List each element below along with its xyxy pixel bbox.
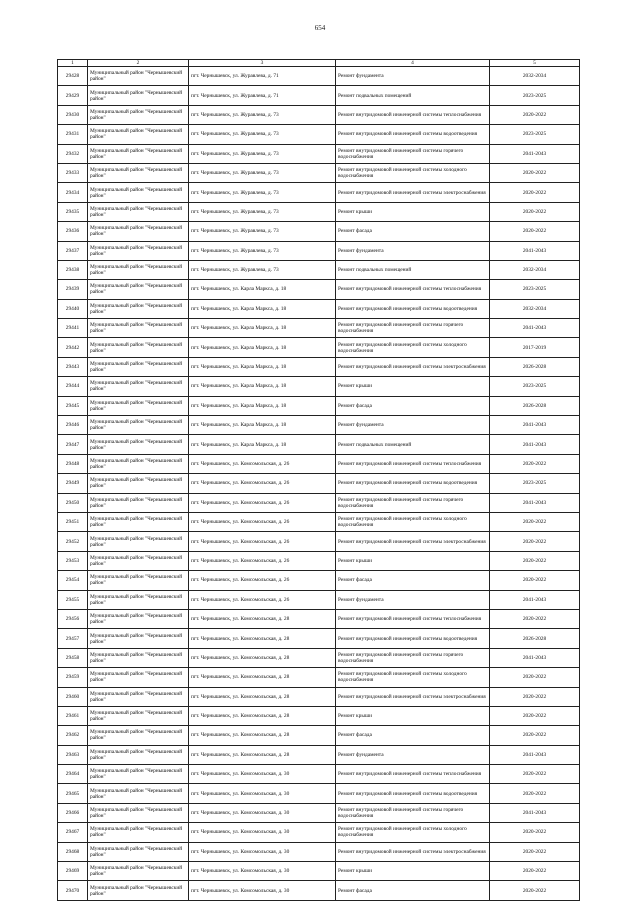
district-cell: Муниципальный район "Чернышевский район"	[88, 144, 189, 163]
address-cell: пгт. Чернышевск, ул. Комсомольская, д. 30	[189, 823, 336, 842]
header-col-3: 3	[189, 60, 336, 67]
work-type-cell: Ремонт внутридомовой инженерной системы электроснабжения	[336, 532, 490, 551]
table-row	[58, 86, 580, 105]
address-cell: пгт. Чернышевск, ул. Комсомольская, д. 26	[189, 532, 336, 551]
district-cell: Муниципальный район "Чернышевский район"	[88, 319, 189, 338]
period-cell: 2020-2022	[490, 726, 580, 745]
address-cell: пгт. Чернышевск, ул. Комсомольская, д. 26	[189, 590, 336, 609]
address-cell: пгт. Чернышевск, ул. Комсомольская, д. 28	[189, 609, 336, 628]
address-cell: пгт. Чернышевск, ул. Комсомольская, д. 26	[189, 551, 336, 570]
row-number-cell: 29433	[58, 163, 88, 182]
address-cell: пгт. Чернышевск, ул. Комсомольская, д. 28	[189, 726, 336, 745]
address-cell: пгт. Чернышевск, ул. Журавлева, д. 73	[189, 241, 336, 260]
row-number-cell: 29438	[58, 260, 88, 279]
period-cell: 2023-2025	[490, 377, 580, 396]
registry-table	[57, 59, 580, 901]
address-cell: пгт. Чернышевск, ул. Журавлева, д. 73	[189, 163, 336, 182]
row-number-cell: 29459	[58, 668, 88, 687]
period-cell: 2020-2022	[490, 765, 580, 784]
work-type-cell: Ремонт внутридомовой инженерной системы электроснабжения	[336, 842, 490, 861]
district-cell: Муниципальный район "Чернышевский район"	[88, 765, 189, 784]
row-number-cell: 29445	[58, 396, 88, 415]
row-number-cell: 29437	[58, 241, 88, 260]
table-row	[58, 765, 580, 784]
table-row	[58, 202, 580, 221]
district-cell: Муниципальный район "Чернышевский район"	[88, 532, 189, 551]
work-type-cell: Ремонт внутридомовой инженерной системы холодного водоснабжения	[336, 823, 490, 842]
period-cell: 2020-2022	[490, 862, 580, 881]
period-cell: 2020-2022	[490, 706, 580, 725]
table-row	[58, 590, 580, 609]
period-cell: 2020-2022	[490, 687, 580, 706]
work-type-cell: Ремонт внутридомовой инженерной системы холодного водоснабжения	[336, 338, 490, 357]
row-number-cell: 29434	[58, 183, 88, 202]
work-type-cell: Ремонт внутридомовой инженерной системы водоотведения	[336, 474, 490, 493]
period-cell: 2041-2043	[490, 590, 580, 609]
district-cell: Муниципальный район "Чернышевский район"	[88, 280, 189, 299]
row-number-cell: 29450	[58, 493, 88, 512]
row-number-cell: 29457	[58, 629, 88, 648]
row-number-cell: 29443	[58, 357, 88, 376]
period-cell: 2020-2022	[490, 163, 580, 182]
period-cell: 2020-2022	[490, 784, 580, 803]
period-cell: 2032-2034	[490, 299, 580, 318]
work-type-cell: Ремонт крыши	[336, 202, 490, 221]
row-number-cell: 29430	[58, 105, 88, 124]
address-cell: пгт. Чернышевск, ул. Карла Маркса, д. 18	[189, 319, 336, 338]
period-cell: 2020-2022	[490, 881, 580, 900]
district-cell: Муниципальный район "Чернышевский район"	[88, 726, 189, 745]
row-number-cell: 29462	[58, 726, 88, 745]
address-cell: пгт. Чернышевск, ул. Карла Маркса, д. 18	[189, 299, 336, 318]
row-number-cell: 29467	[58, 823, 88, 842]
address-cell: пгт. Чернышевск, ул. Журавлева, д. 73	[189, 125, 336, 144]
period-cell: 2020-2022	[490, 183, 580, 202]
address-cell: пгт. Чернышевск, ул. Комсомольская, д. 30	[189, 842, 336, 861]
table-row	[58, 493, 580, 512]
district-cell: Муниципальный район "Чернышевский район"	[88, 784, 189, 803]
row-number-cell: 29428	[58, 67, 88, 86]
period-cell: 2023-2025	[490, 86, 580, 105]
table-row	[58, 125, 580, 144]
address-cell: пгт. Чернышевск, ул. Журавлева, д. 73	[189, 105, 336, 124]
table-row	[58, 163, 580, 182]
period-cell: 2026-2028	[490, 357, 580, 376]
work-type-cell: Ремонт подвальных помещений	[336, 86, 490, 105]
address-cell: пгт. Чернышевск, ул. Журавлева, д. 73	[189, 222, 336, 241]
district-cell: Муниципальный район "Чернышевский район"	[88, 668, 189, 687]
row-number-cell: 29460	[58, 687, 88, 706]
table-row	[58, 474, 580, 493]
address-cell: пгт. Чернышевск, ул. Комсомольская, д. 28	[189, 706, 336, 725]
address-cell: пгт. Чернышевск, ул. Комсомольская, д. 28	[189, 668, 336, 687]
period-cell: 2041-2043	[490, 493, 580, 512]
period-cell: 2026-2028	[490, 629, 580, 648]
table-row	[58, 241, 580, 260]
district-cell: Муниципальный район "Чернышевский район"	[88, 862, 189, 881]
table-row	[58, 648, 580, 667]
address-cell: пгт. Чернышевск, ул. Комсомольская, д. 28	[189, 648, 336, 667]
period-cell: 2032-2034	[490, 260, 580, 279]
row-number-cell: 29461	[58, 706, 88, 725]
address-cell: пгт. Чернышевск, ул. Комсомольская, д. 28	[189, 629, 336, 648]
work-type-cell: Ремонт фасада	[336, 726, 490, 745]
row-number-cell: 29452	[58, 532, 88, 551]
period-cell: 2020-2022	[490, 202, 580, 221]
row-number-cell: 29432	[58, 144, 88, 163]
table-row	[58, 842, 580, 861]
row-number-cell: 29455	[58, 590, 88, 609]
table-row	[58, 183, 580, 202]
address-cell: пгт. Чернышевск, ул. Карла Маркса, д. 18	[189, 357, 336, 376]
work-type-cell: Ремонт внутридомовой инженерной системы водоотведения	[336, 629, 490, 648]
address-cell: пгт. Чернышевск, ул. Комсомольская, д. 26	[189, 454, 336, 473]
table-row	[58, 105, 580, 124]
period-cell: 2020-2022	[490, 222, 580, 241]
address-cell: пгт. Чернышевск, ул. Комсомольская, д. 26	[189, 512, 336, 531]
table-row	[58, 609, 580, 628]
district-cell: Муниципальный район "Чернышевский район"	[88, 687, 189, 706]
district-cell: Муниципальный район "Чернышевский район"	[88, 222, 189, 241]
work-type-cell: Ремонт фундамента	[336, 416, 490, 435]
district-cell: Муниципальный район "Чернышевский район"	[88, 745, 189, 764]
row-number-cell: 29451	[58, 512, 88, 531]
period-cell: 2041-2043	[490, 319, 580, 338]
header-col-2: 2	[88, 60, 189, 67]
work-type-cell: Ремонт внутридомовой инженерной системы водоотведения	[336, 125, 490, 144]
work-type-cell: Ремонт крыши	[336, 862, 490, 881]
table-row	[58, 745, 580, 764]
table-row	[58, 67, 580, 86]
row-number-cell: 29453	[58, 551, 88, 570]
work-type-cell: Ремонт внутридомовой инженерной системы горячего водоснабжения	[336, 144, 490, 163]
table-row	[58, 260, 580, 279]
row-number-cell: 29463	[58, 745, 88, 764]
address-cell: пгт. Чернышевск, ул. Журавлева, д. 71	[189, 86, 336, 105]
table-row	[58, 784, 580, 803]
work-type-cell: Ремонт фасада	[336, 571, 490, 590]
work-type-cell: Ремонт внутридомовой инженерной системы теплоснабжения	[336, 609, 490, 628]
table-row	[58, 144, 580, 163]
address-cell: пгт. Чернышевск, ул. Комсомольская, д. 26	[189, 493, 336, 512]
district-cell: Муниципальный район "Чернышевский район"	[88, 474, 189, 493]
work-type-cell: Ремонт внутридомовой инженерной системы холодного водоснабжения	[336, 668, 490, 687]
work-type-cell: Ремонт внутридомовой инженерной системы горячего водоснабжения	[336, 493, 490, 512]
address-cell: пгт. Чернышевск, ул. Комсомольская, д. 28	[189, 687, 336, 706]
address-cell: пгт. Чернышевск, ул. Комсомольская, д. 28	[189, 745, 336, 764]
row-number-cell: 29466	[58, 803, 88, 822]
work-type-cell: Ремонт крыши	[336, 706, 490, 725]
work-type-cell: Ремонт внутридомовой инженерной системы холодного водоснабжения	[336, 163, 490, 182]
row-number-cell: 29429	[58, 86, 88, 105]
district-cell: Муниципальный район "Чернышевский район"	[88, 241, 189, 260]
address-cell: пгт. Чернышевск, ул. Комсомольская, д. 26	[189, 571, 336, 590]
district-cell: Муниципальный район "Чернышевский район"	[88, 125, 189, 144]
district-cell: Муниципальный район "Чернышевский район"	[88, 338, 189, 357]
table-row	[58, 396, 580, 415]
work-type-cell: Ремонт внутридомовой инженерной системы водоотведения	[336, 784, 490, 803]
address-cell: пгт. Чернышевск, ул. Журавлева, д. 71	[189, 67, 336, 86]
address-cell: пгт. Чернышевск, ул. Журавлева, д. 73	[189, 183, 336, 202]
header-col-5: 5	[490, 60, 580, 67]
district-cell: Муниципальный район "Чернышевский район"	[88, 396, 189, 415]
row-number-cell: 29441	[58, 319, 88, 338]
district-cell: Муниципальный район "Чернышевский район"	[88, 571, 189, 590]
table-row	[58, 357, 580, 376]
period-cell: 2020-2022	[490, 842, 580, 861]
table-row	[58, 454, 580, 473]
table-header	[58, 60, 580, 67]
address-cell: пгт. Чернышевск, ул. Карла Маркса, д. 18	[189, 396, 336, 415]
row-number-cell: 29448	[58, 454, 88, 473]
work-type-cell: Ремонт фасада	[336, 396, 490, 415]
period-cell: 2020-2022	[490, 668, 580, 687]
table-row	[58, 862, 580, 881]
work-type-cell: Ремонт фундамента	[336, 590, 490, 609]
table-row	[58, 803, 580, 822]
table-row	[58, 668, 580, 687]
period-cell: 2041-2043	[490, 144, 580, 163]
district-cell: Муниципальный район "Чернышевский район"	[88, 803, 189, 822]
work-type-cell: Ремонт внутридомовой инженерной системы горячего водоснабжения	[336, 648, 490, 667]
district-cell: Муниципальный район "Чернышевский район"	[88, 202, 189, 221]
address-cell: пгт. Чернышевск, ул. Карла Маркса, д. 18	[189, 377, 336, 396]
address-cell: пгт. Чернышевск, ул. Комсомольская, д. 30	[189, 765, 336, 784]
table-row	[58, 881, 580, 900]
row-number-cell: 29464	[58, 765, 88, 784]
period-cell: 2041-2043	[490, 648, 580, 667]
address-cell: пгт. Чернышевск, ул. Карла Маркса, д. 18	[189, 280, 336, 299]
district-cell: Муниципальный район "Чернышевский район"	[88, 648, 189, 667]
period-cell: 2041-2043	[490, 241, 580, 260]
district-cell: Муниципальный район "Чернышевский район"	[88, 260, 189, 279]
row-number-cell: 29431	[58, 125, 88, 144]
row-number-cell: 29447	[58, 435, 88, 454]
district-cell: Муниципальный район "Чернышевский район"	[88, 86, 189, 105]
address-cell: пгт. Чернышевск, ул. Карла Маркса, д. 18	[189, 435, 336, 454]
table-row	[58, 823, 580, 842]
period-cell: 2017-2019	[490, 338, 580, 357]
period-cell: 2032-2034	[490, 67, 580, 86]
address-cell: пгт. Чернышевск, ул. Журавлева, д. 73	[189, 144, 336, 163]
address-cell: пгт. Чернышевск, ул. Комсомольская, д. 30	[189, 862, 336, 881]
period-cell: 2023-2025	[490, 280, 580, 299]
row-number-cell: 29465	[58, 784, 88, 803]
district-cell: Муниципальный район "Чернышевский район"	[88, 493, 189, 512]
table-row	[58, 416, 580, 435]
address-cell: пгт. Чернышевск, ул. Комсомольская, д. 30	[189, 803, 336, 822]
period-cell: 2020-2022	[490, 609, 580, 628]
district-cell: Муниципальный район "Чернышевский район"	[88, 842, 189, 861]
row-number-cell: 29468	[58, 842, 88, 861]
period-cell: 2020-2022	[490, 532, 580, 551]
address-cell: пгт. Чернышевск, ул. Комсомольская, д. 30	[189, 881, 336, 900]
work-type-cell: Ремонт фундамента	[336, 745, 490, 764]
district-cell: Муниципальный район "Чернышевский район"	[88, 183, 189, 202]
row-number-cell: 29456	[58, 609, 88, 628]
work-type-cell: Ремонт фасада	[336, 881, 490, 900]
district-cell: Муниципальный район "Чернышевский район"	[88, 377, 189, 396]
period-cell: 2041-2043	[490, 745, 580, 764]
work-type-cell: Ремонт фундамента	[336, 241, 490, 260]
district-cell: Муниципальный район "Чернышевский район"	[88, 435, 189, 454]
address-cell: пгт. Чернышевск, ул. Комсомольская, д. 26	[189, 474, 336, 493]
work-type-cell: Ремонт внутридомовой инженерной системы теплоснабжения	[336, 454, 490, 473]
work-type-cell: Ремонт крыши	[336, 377, 490, 396]
work-type-cell: Ремонт внутридомовой инженерной системы теплоснабжения	[336, 280, 490, 299]
district-cell: Муниципальный район "Чернышевский район"	[88, 416, 189, 435]
work-type-cell: Ремонт внутридомовой инженерной системы электроснабжения	[336, 183, 490, 202]
row-number-cell: 29439	[58, 280, 88, 299]
address-cell: пгт. Чернышевск, ул. Журавлева, д. 73	[189, 202, 336, 221]
header-col-1: 1	[58, 60, 88, 67]
work-type-cell: Ремонт внутридомовой инженерной системы теплоснабжения	[336, 105, 490, 124]
header-col-4: 4	[336, 60, 490, 67]
table-row	[58, 629, 580, 648]
district-cell: Муниципальный район "Чернышевский район"	[88, 67, 189, 86]
period-cell: 2020-2022	[490, 823, 580, 842]
row-number-cell: 29444	[58, 377, 88, 396]
district-cell: Муниципальный район "Чернышевский район"	[88, 357, 189, 376]
row-number-cell: 29442	[58, 338, 88, 357]
period-cell: 2041-2043	[490, 435, 580, 454]
district-cell: Муниципальный район "Чернышевский район"	[88, 881, 189, 900]
table-row	[58, 377, 580, 396]
row-number-cell: 29470	[58, 881, 88, 900]
page-number: 654	[314, 24, 326, 32]
row-number-cell: 29440	[58, 299, 88, 318]
district-cell: Муниципальный район "Чернышевский район"	[88, 706, 189, 725]
period-cell: 2020-2022	[490, 571, 580, 590]
row-number-cell: 29449	[58, 474, 88, 493]
table-row	[58, 512, 580, 531]
table-row	[58, 222, 580, 241]
district-cell: Муниципальный район "Чернышевский район"	[88, 105, 189, 124]
address-cell: пгт. Чернышевск, ул. Журавлева, д. 73	[189, 260, 336, 279]
table-row	[58, 706, 580, 725]
district-cell: Муниципальный район "Чернышевский район"	[88, 609, 189, 628]
district-cell: Муниципальный район "Чернышевский район"	[88, 629, 189, 648]
row-number-cell: 29436	[58, 222, 88, 241]
work-type-cell: Ремонт внутридомовой инженерной системы холодного водоснабжения	[336, 512, 490, 531]
period-cell: 2041-2043	[490, 416, 580, 435]
district-cell: Муниципальный район "Чернышевский район"	[88, 163, 189, 182]
table-row	[58, 532, 580, 551]
work-type-cell: Ремонт внутридомовой инженерной системы теплоснабжения	[336, 765, 490, 784]
row-number-cell: 29446	[58, 416, 88, 435]
period-cell: 2020-2022	[490, 105, 580, 124]
work-type-cell: Ремонт внутридомовой инженерной системы электроснабжения	[336, 357, 490, 376]
table-row	[58, 319, 580, 338]
period-cell: 2023-2025	[490, 125, 580, 144]
work-type-cell: Ремонт подвальных помещений	[336, 260, 490, 279]
district-cell: Муниципальный район "Чернышевский район"	[88, 512, 189, 531]
table-row	[58, 299, 580, 318]
work-type-cell: Ремонт внутридомовой инженерной системы горячего водоснабжения	[336, 319, 490, 338]
table-row	[58, 726, 580, 745]
row-number-cell: 29469	[58, 862, 88, 881]
header-row	[58, 60, 580, 67]
table-row	[58, 551, 580, 570]
work-type-cell: Ремонт фундамента	[336, 67, 490, 86]
table-body	[58, 67, 580, 901]
table-row	[58, 338, 580, 357]
district-cell: Муниципальный район "Чернышевский район"	[88, 454, 189, 473]
period-cell: 2023-2025	[490, 474, 580, 493]
district-cell: Муниципальный район "Чернышевский район"	[88, 551, 189, 570]
row-number-cell: 29435	[58, 202, 88, 221]
district-cell: Муниципальный район "Чернышевский район"	[88, 299, 189, 318]
work-type-cell: Ремонт внутридомовой инженерной системы электроснабжения	[336, 687, 490, 706]
work-type-cell: Ремонт фасада	[336, 222, 490, 241]
row-number-cell: 29458	[58, 648, 88, 667]
address-cell: пгт. Чернышевск, ул. Карла Маркса, д. 18	[189, 338, 336, 357]
period-cell: 2026-2028	[490, 396, 580, 415]
address-cell: пгт. Чернышевск, ул. Комсомольская, д. 30	[189, 784, 336, 803]
period-cell: 2020-2022	[490, 454, 580, 473]
work-type-cell: Ремонт внутридомовой инженерной системы водоотведения	[336, 299, 490, 318]
row-number-cell: 29454	[58, 571, 88, 590]
work-type-cell: Ремонт внутридомовой инженерной системы горячего водоснабжения	[336, 803, 490, 822]
period-cell: 2041-2043	[490, 803, 580, 822]
district-cell: Муниципальный район "Чернышевский район"	[88, 590, 189, 609]
work-type-cell: Ремонт крыши	[336, 551, 490, 570]
table-row	[58, 280, 580, 299]
period-cell: 2020-2022	[490, 551, 580, 570]
period-cell: 2020-2022	[490, 512, 580, 531]
table-row	[58, 435, 580, 454]
table-row	[58, 571, 580, 590]
table-row	[58, 687, 580, 706]
address-cell: пгт. Чернышевск, ул. Карла Маркса, д. 18	[189, 416, 336, 435]
work-type-cell: Ремонт подвальных помещений	[336, 435, 490, 454]
district-cell: Муниципальный район "Чернышевский район"	[88, 823, 189, 842]
